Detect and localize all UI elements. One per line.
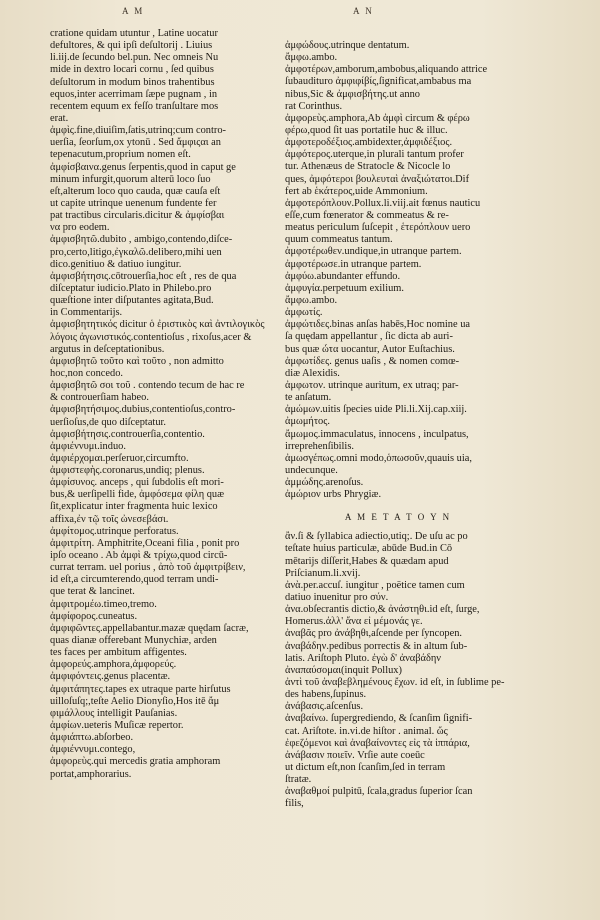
text-line	[50, 198, 276, 210]
text-line	[285, 246, 511, 258]
line-text: ἀμφορεὺς.qui mercedis gratia amphoram	[50, 756, 221, 768]
text-line	[285, 40, 511, 52]
line-text: des habens,ſupinus.	[285, 689, 367, 701]
text-line	[50, 574, 276, 586]
running-header	[0, 6, 600, 22]
line-text: ἀμώμων.uitis ſpecies uide Pli.li.Xij.cap.xiij.	[285, 404, 467, 416]
text-line	[285, 161, 511, 173]
text-line	[50, 77, 276, 89]
line-text: ipſo oceano . Ab ἀμφὶ & τρίχω,quod circū-	[50, 550, 228, 562]
text-line	[285, 356, 511, 368]
line-text: λόγοις ἀγωνιστικός.contentioſus , rixoſus,acer &	[50, 331, 252, 343]
text-line	[285, 477, 511, 489]
text-line	[285, 137, 511, 149]
text-line	[50, 417, 276, 429]
line-text: ἀμφιτρίτη. Amphitrite,Oceani filia , ponit pro	[50, 537, 240, 549]
text-line	[285, 380, 511, 392]
text-line	[285, 568, 511, 580]
line-text: ἀμφίτομος.utrinque perforatus.	[50, 525, 179, 537]
right-column-entries-top	[285, 40, 511, 501]
text-line	[50, 344, 276, 356]
text-line	[50, 441, 276, 453]
line-text: ἀμφοτέρωθεν.undique,in utranque partem.	[285, 246, 462, 258]
text-line	[285, 689, 511, 701]
line-text: ἀμφισβητήσιμος.dubius,contentioſus,contro-	[50, 404, 236, 416]
line-text: ἀμφιφόντεις.genus placentæ.	[50, 671, 171, 683]
line-text: ἀμφιφῶντες.appellabantur.mazæ quędam ſacræ,	[50, 622, 249, 634]
text-line	[285, 271, 511, 283]
text-line	[50, 647, 276, 659]
text-line	[50, 125, 276, 137]
text-line	[50, 64, 276, 76]
line-text: ἀμφίσυνος. anceps , qui ſubdolis eſt mori-	[50, 477, 224, 489]
text-line	[50, 222, 276, 234]
line-text: equos,inter acerrimam ſæpe pugnam , in	[50, 88, 218, 100]
text-line	[285, 392, 511, 404]
line-text: diæ Alexidis.	[285, 367, 340, 379]
line-text: ſa quędam appellantur , ſic dicta ab auri-	[285, 331, 453, 343]
line-text: ἀμφιέννυμι.contego,	[50, 744, 136, 756]
text-line	[285, 319, 511, 331]
text-line	[285, 113, 511, 125]
text-line	[50, 526, 276, 538]
line-text: argutus in deſceptationibus.	[50, 343, 165, 355]
text-line	[50, 368, 276, 380]
text-line	[285, 616, 511, 628]
text-line	[50, 295, 276, 307]
line-text: φέρω,quod ſit uas portatile huc & illuc.	[285, 124, 448, 136]
text-line	[50, 599, 276, 611]
text-line	[285, 489, 511, 501]
line-text: ἀναβαθμοί pulpitū, ſcala,gradus ſuperior ſcan	[285, 786, 473, 798]
line-text: ἀμφοτεροδέξιος.ambidexter,ἀμφιδέξιος.	[285, 137, 453, 149]
text-line	[285, 64, 511, 76]
text-line	[50, 696, 276, 708]
text-line	[50, 453, 276, 465]
line-text: ἀνάβασιν ποιεῖν. Vrſie aute coeūc	[285, 749, 425, 761]
text-line	[285, 701, 511, 713]
text-line	[50, 732, 276, 744]
text-line	[285, 295, 511, 307]
line-text: te anſatum.	[285, 392, 332, 404]
text-line	[285, 453, 511, 465]
line-text: ἀμώριον urbs Phrygiæ.	[285, 489, 382, 501]
line-text: dico.genitiuo & datiuo iungitur.	[50, 258, 182, 270]
line-text: eſſe,cum fœnerator & commeatus & re-	[285, 209, 449, 221]
text-line	[285, 89, 511, 101]
line-text: li.iij.de ſecundo bel.pun. Nec omneis Nu	[50, 52, 219, 64]
line-text: ἀμφορεὺς.amphora,Ab ἀμφὶ circum & φέρω	[285, 112, 470, 124]
line-text: eſt,alterum loco quo cauda, quæ cauſa eſt	[50, 185, 221, 197]
line-text: fert ab ἑκάτερος,uide Ammonium.	[285, 185, 428, 197]
right-column-entries-bottom	[285, 531, 511, 810]
text-line	[50, 259, 276, 271]
text-line	[285, 174, 511, 186]
line-text: ἀμφιέρχομαι.perſeruor,circumfto.	[50, 452, 189, 464]
text-line	[285, 543, 511, 555]
text-line	[285, 416, 511, 428]
line-text: ἀμφυγία.perpetuum exilium.	[285, 282, 404, 294]
text-line	[50, 137, 276, 149]
line-text: ἀνα.obſecrantis dictio,& ἀνάστηθι.id eſt, ſurge,	[285, 604, 480, 616]
text-line	[50, 234, 276, 246]
line-text: ἀνάβασις.aſcenſus.	[285, 701, 364, 713]
text-line	[50, 271, 276, 283]
line-text: ἀμωμήτος.	[285, 416, 330, 428]
text-line	[50, 477, 276, 489]
line-text: ἀμφορεύς.amphora,ἀμφορεύς.	[50, 659, 177, 671]
line-text: ἀμφισβήτησις.cōtrouerſia,hoc eſt , res de qua	[50, 270, 237, 282]
text-line	[285, 441, 511, 453]
text-line	[50, 149, 276, 161]
left-column	[50, 28, 276, 781]
line-text: φιμάλλους intelligit Pauſanias.	[50, 707, 178, 719]
text-line	[50, 465, 276, 477]
text-line	[50, 162, 276, 174]
text-line	[50, 720, 276, 732]
text-line	[50, 514, 276, 526]
text-line	[285, 76, 511, 88]
line-text: ſit,explicatur inter fragmenta huic lexico	[50, 501, 218, 513]
text-line	[285, 222, 511, 234]
line-text: irreprehenſibilis.	[285, 440, 354, 452]
line-text: que terat & lancinet.	[50, 586, 135, 598]
text-line	[285, 331, 511, 343]
line-text: tur. Athenæus de Stratocle & Nicocle lo	[285, 161, 451, 173]
text-line	[285, 465, 511, 477]
right-column	[285, 40, 511, 811]
line-text: ἀμφύω.abundanter effundo.	[285, 270, 401, 282]
text-line	[50, 501, 276, 513]
text-line	[50, 332, 276, 344]
line-text: meatus periculum ſuſcepit , ἑτερόπλουν uero	[285, 222, 471, 234]
line-text: ἀμφιτρομέω.timeo,tremo.	[50, 598, 157, 610]
text-line	[285, 429, 511, 441]
line-text: pro,certo,litigo,ἐγκαλῶ.delibero,mihi uen	[50, 246, 222, 258]
line-text: portat,amphorarius.	[50, 768, 132, 780]
line-text: ἄμφω.ambo.	[285, 52, 338, 64]
line-text: ἀναπαύσομαι(inquit Pollux)	[285, 664, 402, 676]
text-line	[50, 538, 276, 550]
line-text: rat Corinthus.	[285, 100, 343, 112]
line-text: quas dianæ offerebant Munychiæ, arden	[50, 635, 217, 647]
line-text: hoc,non concedo.	[50, 367, 123, 379]
text-line	[285, 531, 511, 543]
text-line	[285, 344, 511, 356]
line-text: ἀμφὶς.fine,diuiſim,ſatis,utrinq;cum contro-	[50, 125, 227, 137]
line-text: defultores, & qui ipſi deſultorij . Liuius	[50, 40, 213, 52]
line-text: ἂν.ſi & ſyllabica adiectio,utiq;. De uſu ac po	[285, 531, 468, 543]
text-line	[50, 404, 276, 416]
line-text: quum commeatus tantum.	[285, 234, 393, 246]
line-text: latis. Ariſtoph Pluto. ἐγὼ δ' ἀναβάδην	[285, 652, 441, 664]
text-line	[50, 356, 276, 368]
line-text: ἀμωσγέπως.omni modo,ὁπωσοῦν,quauis uia,	[285, 452, 472, 464]
text-line	[50, 380, 276, 392]
text-line	[285, 580, 511, 592]
line-text: ἀμφίφορος.cuneatus.	[50, 610, 138, 622]
text-line	[285, 798, 511, 810]
text-line	[285, 653, 511, 665]
line-text: tepenacutum,proprium nomen eſt.	[50, 149, 191, 161]
line-text: undecunque.	[285, 464, 338, 476]
text-line	[285, 198, 511, 210]
line-text: ἀναβάδην.pedibus porrectis & in altum ſub-	[285, 640, 468, 652]
line-text: ἀναβᾶς pro ἀνάβηθι,aſcende per ſyncopen.	[285, 628, 463, 640]
text-line	[285, 125, 511, 137]
text-line	[50, 744, 276, 756]
text-line	[285, 713, 511, 725]
text-line	[50, 623, 276, 635]
text-line	[285, 234, 511, 246]
text-line	[285, 726, 511, 738]
line-text: uilloſuſq;,teſte Aelio Dionyſio,Hos itē ἄμ	[50, 695, 220, 707]
line-text: id eſt,a circumterendo,quod terram undi-	[50, 574, 219, 586]
line-text: ἀμφισβήτησις.controuerſia,contentio.	[50, 428, 205, 440]
line-text: ἀμφώδους.utrinque dentatum.	[285, 40, 410, 51]
line-text: ἀμμώδης.arenoſus.	[285, 477, 364, 489]
line-text: ut dictum eſt,non ſcanſim,ſed in terram	[285, 762, 446, 774]
line-text: cratione quidam utuntur , Latine uocatur	[50, 28, 218, 39]
text-line	[285, 604, 511, 616]
line-text: nibus,Sic & ἀμφισβήτης.ut anno	[285, 88, 420, 100]
text-line	[285, 762, 511, 774]
line-text: Priſcianum.li.xvij.	[285, 567, 361, 579]
text-line	[50, 671, 276, 683]
text-line	[285, 774, 511, 786]
text-line	[50, 611, 276, 623]
header-left: A M	[122, 6, 145, 16]
text-line	[285, 750, 511, 762]
line-text: bus,& uerſipelli fide, ἀμφόσεμα φίλη quæ	[50, 489, 225, 501]
line-text: erat.	[50, 112, 69, 124]
line-text: ἀμφωτίς.	[285, 307, 323, 319]
text-line	[50, 101, 276, 113]
text-line	[50, 247, 276, 259]
line-text: affixa,ἐν τῷ τοῖς ὠνεσεβάσι.	[50, 513, 169, 525]
line-text: ἀμφιάπτω.abſorbeo.	[50, 732, 134, 744]
line-text: ἀμφίων.ueteris Muſicæ repertor.	[50, 720, 184, 732]
line-text: ἀναβαίνω. ſupergrediendo, & ſcanſim ſignifi-	[285, 713, 473, 725]
line-text: in Commentarijs.	[50, 307, 123, 319]
text-line	[285, 52, 511, 64]
line-text: ut capite utrinque uenenum fundente fer	[50, 197, 217, 209]
text-line	[50, 307, 276, 319]
text-line	[285, 149, 511, 161]
line-text: ἀμφίσβαινα.genus ſerpentis,quod in caput ge	[50, 161, 236, 173]
text-line	[285, 786, 511, 798]
line-text: recentem equum ex feſſo tranſultare mos	[50, 100, 219, 112]
line-text: uerſioſus,de quo diſceptatur.	[50, 416, 167, 428]
text-line	[50, 319, 276, 331]
text-line	[285, 307, 511, 319]
line-text: uerſia, ſeorſum,ox ytonū . Sed ἄμφιςαι an	[50, 137, 221, 149]
text-line	[50, 89, 276, 101]
text-line	[50, 28, 276, 40]
line-text: cat. Ariſtote. in.vi.de hiſtor . animal. ὥς	[285, 725, 448, 737]
line-text: ἀμφισβητῶ.dubito , ambigo,contendo,diſce-	[50, 234, 233, 246]
line-text: ques, ἀμφότεροι βουλευταὶ ἀναξιώτατοι.Dif	[285, 173, 470, 185]
line-text: filis,	[285, 798, 304, 810]
text-line	[285, 592, 511, 604]
text-line	[50, 708, 276, 720]
line-text: ἀμφώτιδες.binas anſas habēs,Hoc nomine ua	[285, 319, 471, 331]
line-text: ἀντὶ τοῦ ἀναβεβλημένους ἔχων. id eſt, in ſublime pe-	[285, 677, 505, 689]
text-line	[50, 769, 276, 781]
text-line	[50, 429, 276, 441]
section-heading: A M E T A T O Y N	[344, 512, 452, 523]
text-line	[285, 738, 511, 750]
line-text: ἄμφω.ambo.	[285, 294, 338, 306]
line-text: mide in dextro locari cornu , ſed quibus	[50, 64, 214, 76]
text-line	[285, 556, 511, 568]
text-line	[50, 659, 276, 671]
text-line	[285, 368, 511, 380]
text-line	[285, 186, 511, 198]
text-line	[285, 101, 511, 113]
text-line	[285, 641, 511, 653]
line-text: ἀμφότερος.uterque,in plurali tantum profer	[285, 149, 464, 161]
text-line	[50, 489, 276, 501]
line-text: ſtratæ.	[285, 774, 312, 786]
line-text: datiuo inuenitur pro σύν.	[285, 592, 389, 604]
line-text: ἀμφωτον. utrinque auritum, ex utraq; par-	[285, 379, 459, 391]
line-text: ἀμφιτάπητες.tapes ex utraque parte hirſutus	[50, 683, 231, 695]
line-text: ἀμφισβητητικός dicitur ὁ ἐριστικὸς καὶ ἀντιλογικὸς	[50, 319, 265, 331]
line-text: ἀμφοτέρωσε.in utranque partem.	[285, 258, 422, 270]
text-line	[285, 628, 511, 640]
line-text: quæſtione inter diſputantes agitata,Bud.	[50, 295, 214, 307]
header-right: A N	[353, 6, 374, 16]
line-text: mētarijs diſſerit,Habes & quædam apud	[285, 555, 449, 567]
line-text: να pro eodem.	[50, 222, 110, 234]
text-line	[285, 404, 511, 416]
line-text: ſubaudituro ἀμφιφίβίς,ſignificat,ambabus ma	[285, 76, 472, 88]
line-text: minum infurgit,quorum alterū loco ſuo	[50, 173, 211, 185]
text-line	[285, 665, 511, 677]
line-text: ἀμφωτίδες. genus uaſis , & nomen comœ-	[285, 355, 460, 367]
line-text: ἀμφισβητῶ σοι τοῦ . contendo tecum de hac re	[50, 380, 245, 392]
line-text: bus quæ ὦτα uocantur, Autor Euſtachius.	[285, 343, 455, 355]
line-text: pat tractibus circularis.dicitur & ἀμφίσβαι	[50, 210, 225, 222]
line-text: ἀμφοτερόπλουν.Pollux.li.viij.ait fœnus nauticu	[285, 197, 481, 209]
text-line	[285, 210, 511, 222]
text-line	[50, 210, 276, 222]
line-text: ἀμφοτέρων,amborum,ambobus,aliquando attrice	[285, 64, 488, 76]
text-line	[50, 562, 276, 574]
text-line	[50, 283, 276, 295]
text-line	[50, 392, 276, 404]
text-line	[50, 186, 276, 198]
text-line	[50, 756, 276, 768]
text-line	[50, 635, 276, 647]
text-line	[50, 52, 276, 64]
line-text: ἐφεζόμενοι καὶ ἀναβαίνοντες εἰς τὰ ἱππάρια,	[285, 737, 470, 749]
line-text: Homerus.ἀλλ' ἄνα εἰ μέμονάς γε.	[285, 616, 423, 628]
text-line	[50, 174, 276, 186]
text-line	[285, 259, 511, 271]
line-text: ἄμωμος.immaculatus, innocens , inculpatus,	[285, 428, 469, 440]
line-text: teſtate huius particulæ, abūde Bud.in Cō	[285, 543, 453, 555]
text-line	[50, 586, 276, 598]
line-text: ἀμφισβητῶ τοῦτο καὶ τοῦτο , non admitto	[50, 355, 224, 367]
line-text: diſceptatur iudicio.Plato in Philebo.pro	[50, 282, 212, 294]
line-text: ἀμφιστεφὴς.coronarus,undiq; plenus.	[50, 465, 205, 477]
line-text: & controuerſiam habeo.	[50, 392, 149, 404]
text-line	[285, 283, 511, 295]
line-text: ἀνὰ.per.accuſ. iungitur , poëtice tamen cum	[285, 579, 465, 591]
text-line	[50, 113, 276, 125]
line-text: ἀμφιέννυμι.induo.	[50, 440, 126, 452]
line-text: tes faces per ambitum affigentes.	[50, 647, 187, 659]
text-line	[50, 550, 276, 562]
line-text: deſultorum in modum binos trahentibus	[50, 76, 215, 88]
line-text: currat terram. uel porius , ἀπὸ τοῦ ἀμφιτρίβειν,	[50, 562, 246, 574]
text-line	[285, 677, 511, 689]
text-line	[50, 40, 276, 52]
text-line	[50, 684, 276, 696]
